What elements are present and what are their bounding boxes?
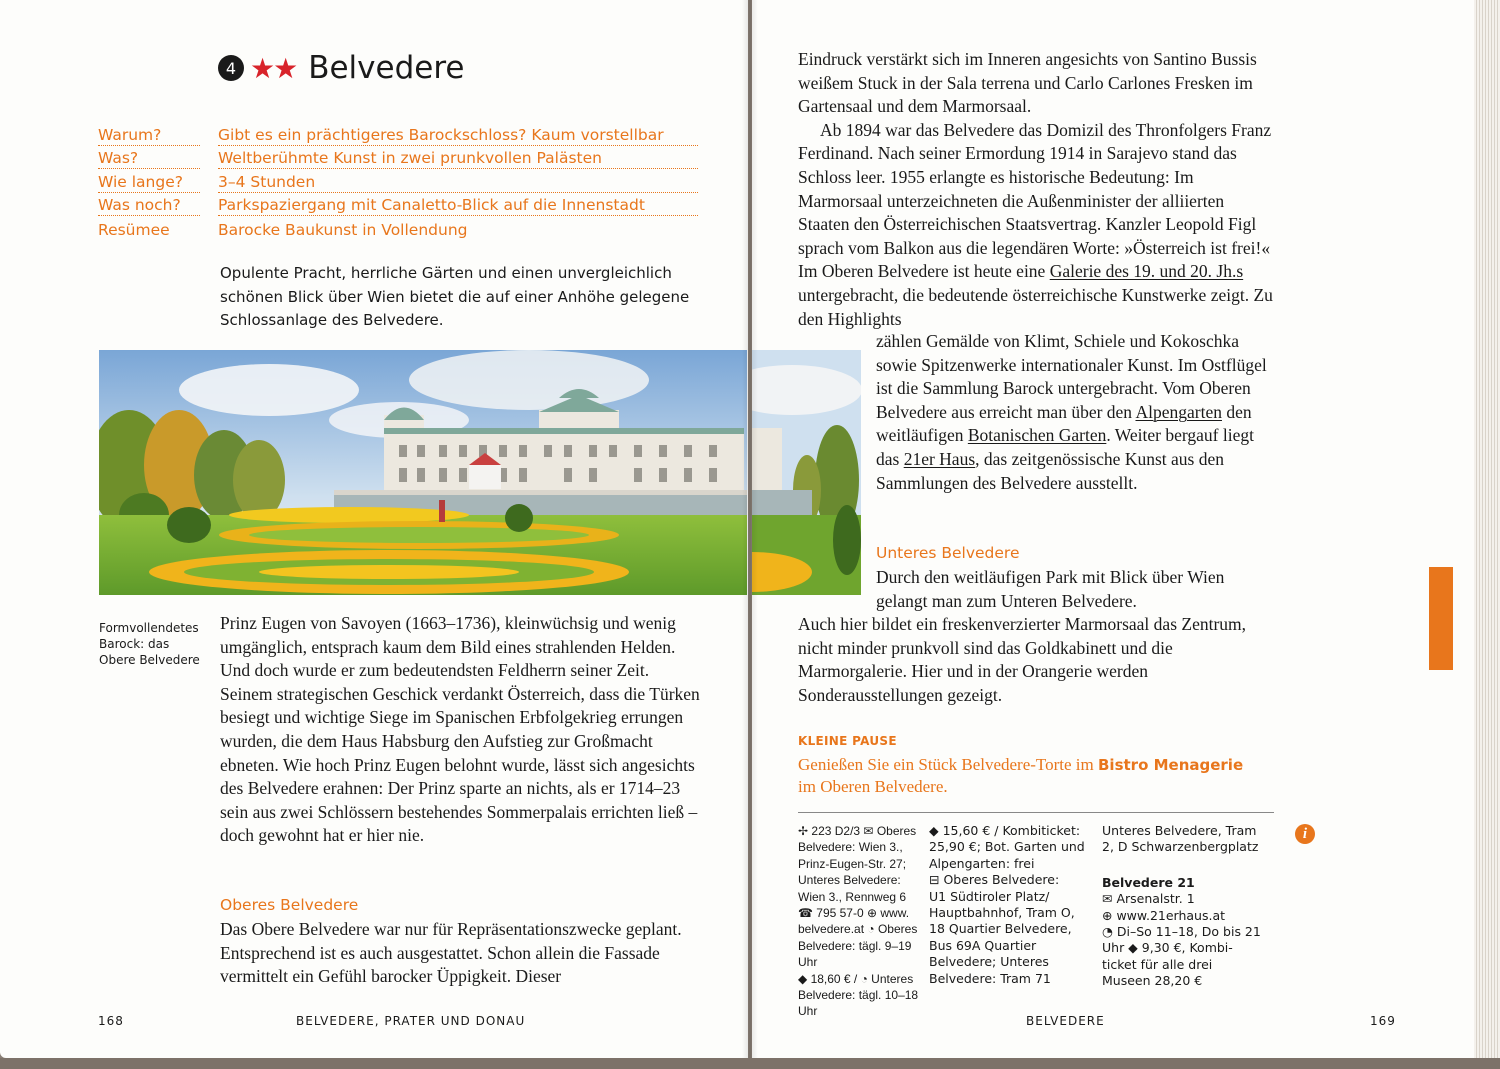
info-line: Unteres Belvedere, Tram bbox=[1102, 823, 1257, 838]
info-column-3 bbox=[1102, 823, 1280, 990]
wrap-text-c: . Weiter bergauf liegt das bbox=[876, 425, 1254, 469]
right-page bbox=[752, 0, 1474, 1058]
info-line: Bus 69A Quartier bbox=[929, 937, 1037, 953]
info-line: U1 Südtiroler Platz/ bbox=[929, 888, 1050, 904]
info-line: Belvedere: Wien 3., bbox=[798, 840, 903, 855]
fact-answer: Parkspaziergang mit Canaletto-Blick auf die Innenstadt bbox=[218, 196, 698, 216]
wrap-text-d: , das zeitgenössische Kunst aus den Sammlungen des Belvedere ausstellt. bbox=[876, 448, 1224, 493]
pause-text-b: im Oberen Belvedere. bbox=[798, 777, 948, 796]
kleine-pause-label: KLEINE PAUSE bbox=[798, 734, 897, 748]
info-line: Belvedere: tägl. 10–18 Uhr bbox=[798, 988, 919, 1019]
info-line: 18 Quartier Belvedere, bbox=[929, 921, 1072, 937]
paragraph-thronfolger bbox=[798, 119, 1278, 331]
info-line: ☎ 795 57-0 ⊕ www. bbox=[798, 906, 910, 921]
info-line: 2, D Schwarzenbergplatz bbox=[1102, 839, 1259, 855]
info-line: Prinz-Eugen-Str. 27; bbox=[798, 856, 907, 871]
left-page bbox=[0, 0, 748, 1058]
info-line: Unteres Belvedere: bbox=[798, 873, 901, 888]
info-line: Belvedere: Tram 71 bbox=[929, 970, 1051, 986]
page-title bbox=[218, 50, 464, 86]
link-alpengarten[interactable]: Alpengarten bbox=[1135, 401, 1222, 422]
right-column-upper bbox=[798, 48, 1278, 331]
info-line: Wien 3., Rennweg 6 bbox=[798, 889, 907, 904]
book-gutter-shadow bbox=[742, 0, 758, 1058]
pause-text-a: Genießen Sie ein Stück Belvedere-Torte im bbox=[798, 755, 1094, 774]
info-line: Hauptbahnhof, Tram O, bbox=[929, 905, 1075, 921]
right-column-wrap bbox=[876, 330, 1276, 495]
info-column-2 bbox=[929, 823, 1099, 987]
page-number-right: 169 bbox=[1370, 1014, 1396, 1028]
facts-box bbox=[98, 122, 698, 240]
fact-question: Warum? bbox=[98, 126, 200, 146]
link-galerie[interactable]: Galerie des 19. und 20. Jh.s bbox=[1049, 261, 1244, 282]
subheading-unteres-belvedere: Unteres Belvedere bbox=[876, 544, 1020, 562]
fact-row bbox=[98, 216, 698, 240]
info-line: ⊕ www.21erhaus.at bbox=[1102, 907, 1226, 923]
fact-answer: Barocke Baukunst in Vollendung bbox=[218, 220, 468, 239]
wrap-text-a: zählen Gemälde von Klimt, Schiele und Kokoschka sowie Spitzenwerke internationaler Kunst. Im Ostflügel ist die Sammlung Barock untergebracht. Vom Oberen Belvedere aus erreicht man über den bbox=[876, 331, 1267, 422]
fact-row bbox=[98, 193, 698, 217]
info-belvedere21-title: Belvedere 21 bbox=[1102, 874, 1195, 890]
fact-question: Was noch? bbox=[98, 196, 200, 216]
fact-question: Resümee bbox=[98, 220, 170, 239]
info-line: Uhr ◆ 9,30 €, Kombi- bbox=[1102, 940, 1233, 956]
running-head-right: BELVEDERE bbox=[1026, 1014, 1105, 1028]
info-line: ⊟ Oberes Belvedere: bbox=[929, 872, 1060, 888]
pause-bistro-name: Bistro Menagerie bbox=[1098, 756, 1244, 774]
fact-row bbox=[98, 146, 698, 170]
info-line: ◔ Di–So 11–18, Do bis 21 bbox=[1102, 924, 1261, 940]
running-head-left: BELVEDERE, PRATER UND DONAU bbox=[296, 1014, 526, 1028]
unteres-text-b: Auch hier bildet ein freskenverzierter Marmorsaal das Zentrum, nicht minder prunkvoll sind das Goldkabinett und die Marmorgalerie. Hier und in der Orangerie werden Sonderausstellungen gezeigt. bbox=[798, 614, 1247, 705]
info-line: ◆ 18,60 € / ◔ Unteres bbox=[798, 971, 914, 986]
info-line: ✢ 223 D2/3 ✉ Oberes bbox=[798, 824, 917, 838]
fact-answer: Gibt es ein prächtigeres Barockschloss? Kaum vorstellbar bbox=[218, 126, 698, 146]
info-spacer bbox=[1102, 856, 1280, 875]
book-bottom-edge bbox=[0, 1058, 1500, 1069]
info-circle-icon: i bbox=[1295, 824, 1315, 844]
info-line: Belvedere: tägl. 9–19 Uhr bbox=[798, 938, 912, 970]
wrap-text-b: den weitläufigen bbox=[876, 401, 1252, 446]
page-stack-edge bbox=[1474, 0, 1500, 1058]
info-line: Belvedere; Unteres bbox=[929, 954, 1049, 970]
paragraph-thronfolger-text: Ab 1894 war das Belvedere das Domizil des Thronfolgers Franz Ferdinand. Nach seiner Ermordung 1914 in Sarajevo stand das Schloss leer. 1955 erlangte es historische Bedeutung: Im Marmorsaal unterzeichneten die Außenminister der alliierten Staaten den Österreichischen Staatsvertrag. Kanzler Leopold Figl sprach vom Balkon aus die legendären Worte: »Österreich ist frei!« Im Oberen Belvedere ist heute eine bbox=[798, 119, 1272, 282]
fact-row bbox=[98, 122, 698, 146]
info-line: ✉ Arsenalstr. 1 bbox=[1102, 891, 1195, 907]
title-text: Belvedere bbox=[308, 50, 465, 86]
kleine-pause-text bbox=[798, 754, 1288, 798]
belvedere-photo bbox=[99, 350, 747, 595]
unteres-paragraph bbox=[798, 566, 1278, 708]
fact-question: Wie lange? bbox=[98, 173, 200, 193]
info-line: Alpengarten: frei bbox=[929, 855, 1035, 871]
info-line: belvedere.at ◔ Oberes bbox=[798, 922, 918, 937]
info-line: ◆ 15,60 € / Kombiticket: bbox=[929, 823, 1081, 838]
info-line: ticket für alle drei bbox=[1102, 956, 1213, 972]
fact-question: Was? bbox=[98, 149, 200, 169]
fact-answer: Weltberühmte Kunst in zwei prunkvollen Palästen bbox=[218, 149, 698, 169]
paragraph-thronfolger-cont: untergebracht, die bedeutende österreichische Kunstwerke zeigt. Zu den Highlights bbox=[798, 284, 1273, 329]
photo-caption: Formvollendetes Barock: das Obere Belvedere bbox=[99, 621, 200, 667]
link-botanischer-garten[interactable]: Botanischen Garten bbox=[967, 425, 1107, 446]
unteres-text-a: Durch den weitläufigen Park mit Blick über Wien gelangt man zum Unteren Belvedere. bbox=[876, 567, 1225, 611]
belvedere-photo-continuation bbox=[752, 350, 861, 595]
info-divider bbox=[798, 812, 1274, 813]
link-21er-haus[interactable]: 21er Haus bbox=[903, 448, 976, 469]
fact-row bbox=[98, 169, 698, 193]
oberes-paragraph: Das Obere Belvedere war nur für Repräsentationszwecke geplant. Entsprechend ist es auch ausgestattet. Schon allein die Fassade vermittelt ein Gefühl barocker Üppigkeit. Dieser bbox=[220, 919, 682, 987]
rating-stars: ★★ bbox=[250, 51, 297, 85]
info-column-1 bbox=[798, 823, 924, 1020]
chapter-tab-marker bbox=[1429, 567, 1453, 670]
info-line: 25,90 €; Bot. Garten und bbox=[929, 839, 1085, 855]
sight-number-badge: 4 bbox=[218, 55, 244, 81]
subheading-oberes-belvedere: Oberes Belvedere bbox=[220, 896, 359, 914]
page-number-left: 168 bbox=[98, 1014, 124, 1028]
intro-paragraph: Opulente Pracht, herrliche Gärten und einen unvergleichlich schönen Blick über Wien bietet die auf einer Anhöhe gelegene Schlossanlage des Belvedere. bbox=[220, 264, 690, 329]
paragraph-santino: Eindruck verstärkt sich im Inneren angesichts von Santino Bussis weißem Stuck in der Sala terrena und Carlo Carlones Fresken im Gartensaal und dem Marmorsaal. bbox=[798, 49, 1257, 117]
fact-answer: 3–4 Stunden bbox=[218, 173, 698, 193]
main-paragraph: Prinz Eugen von Savoyen (1663–1736), kleinwüchsig und wenig umgänglich, entsprach kaum dem Bild eines strahlenden Helden. Und doch wurde er zum bedeutendsten Feldherrn seiner Zeit. Seinem strategischen Geschick verdankt Österreich, dass die Türken besiegt und wichtige Siege im Spanischen Erbfolgekrieg errungen wurden, die dem Haus Habsburg den Aufstieg zur Großmacht ebneten. Wie hoch Prinz Eugen belohnt wurde, lässt sich angesichts des Belvedere erahnen: Der Prinz sparte an nichts, als er 1714–23 sein aus zwei Schlössern bestehendes Sommerpalais errichten ließ – doch gewohnt hat er hier nie. bbox=[220, 613, 700, 846]
info-line: Museen 28,20 € bbox=[1102, 973, 1203, 989]
